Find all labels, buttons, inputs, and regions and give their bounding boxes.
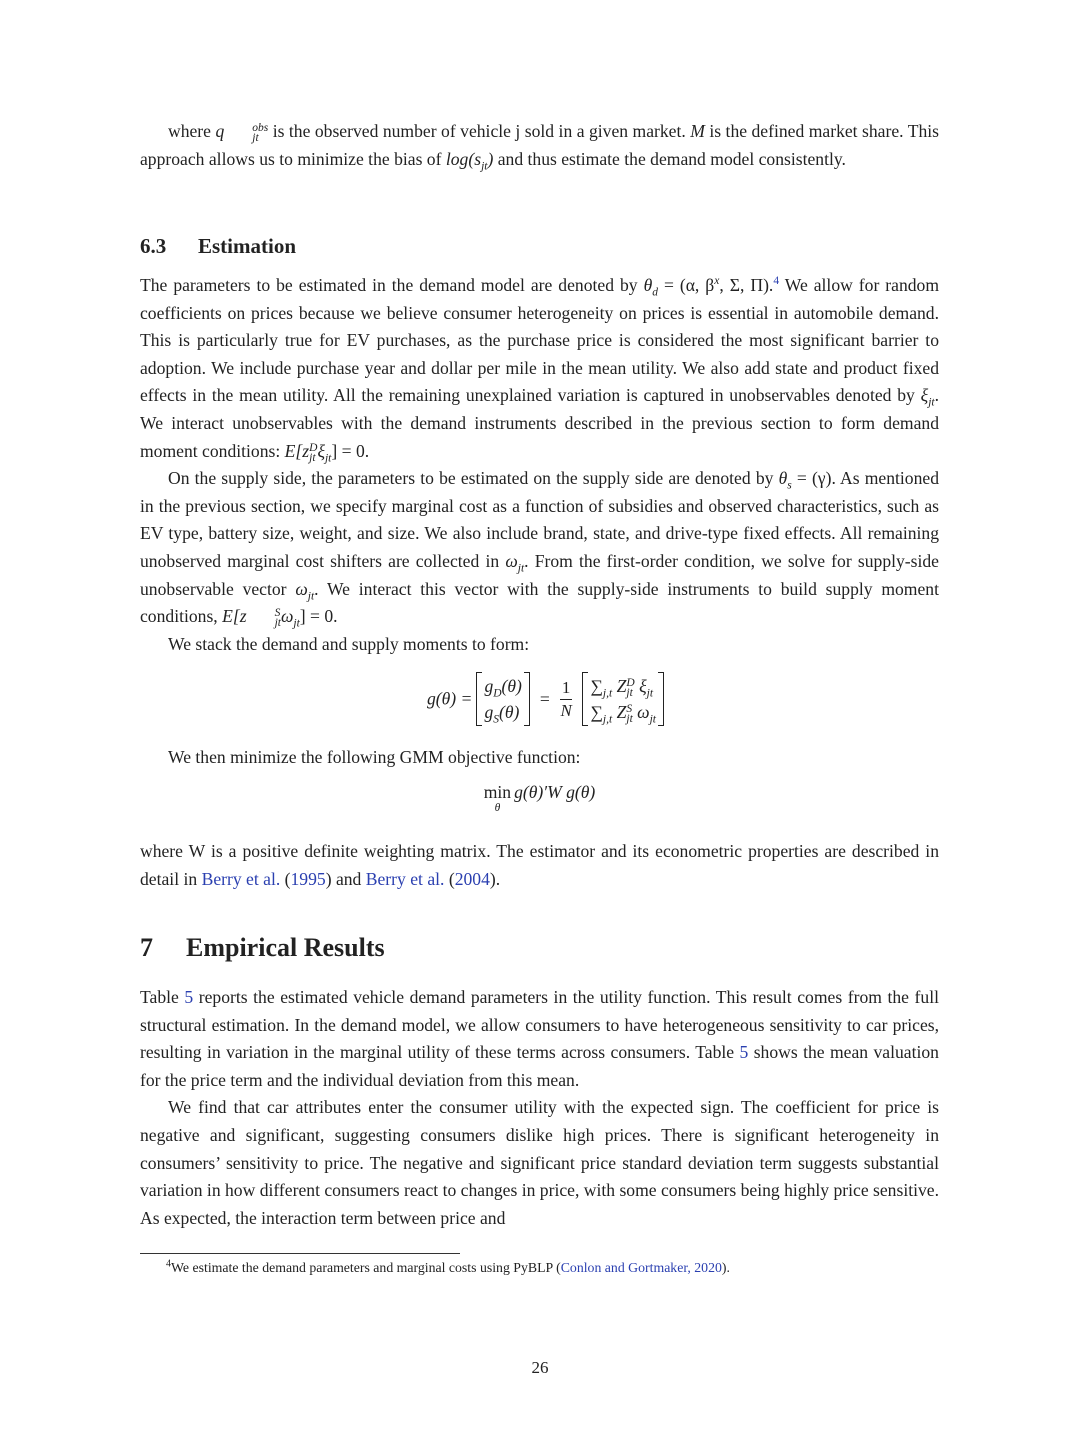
- results-paragraph-1: Table 5 reports the estimated vehicle demand parameters in the utility function. This result comes from the full structural estimation. In the demand model, we allow consumers to have heterogeneous sensitivity to car prices, resulting in variation in the marginal utility of these terms across consumers. Table 5 shows the mean valuation for the price term and the individual deviation from this mean.: [140, 987, 939, 1090]
- demand-text-1: The parameters to be estimated in the demand model are denoted by: [140, 275, 638, 295]
- section-title: Empirical Results: [186, 933, 385, 963]
- market-symbol: M: [690, 121, 705, 141]
- supply-paragraph: [140, 465, 939, 631]
- intro-text-2: is the defined market share. This approach allows us to minimize the bias of: [140, 121, 939, 169]
- page-number: 26: [531, 1358, 549, 1377]
- page-body: [140, 118, 939, 1232]
- minimize-paragraph: We then minimize the following GMM objective function:: [168, 747, 581, 768]
- demand-paragraph: [140, 272, 939, 465]
- g-vector: $g_D(\theta)$ $g_S(\theta)$: [484, 676, 522, 726]
- theta-d-definition: = (α, $\beta^x$, Σ, Π).: [663, 275, 774, 295]
- stack-paragraph: We stack the demand and supply moments to form:: [168, 633, 530, 654]
- omega-symbol-1: $\omega_{jt}$: [505, 550, 525, 575]
- intro-text-3: and thus estimate the demand model consistently.: [497, 148, 846, 169]
- intro-lead: where: [168, 121, 211, 141]
- one-over-n: $\frac{1}{N}$: [560, 677, 572, 720]
- moment-equation: [140, 672, 939, 734]
- theta-s-symbol: $\theta_s$: [778, 468, 792, 492]
- min-operator: min: [483, 781, 512, 802]
- section-title: Estimation: [198, 234, 297, 258]
- citation-berry-1995-author[interactable]: Berry et al.: [201, 868, 281, 889]
- q-obs-symbol: q obs jt: [215, 121, 269, 144]
- supply-text-3: . From the first-order condition, we solve for supply-side unobservable vector: [140, 550, 939, 599]
- right-bracket: [524, 672, 530, 726]
- supply-text-4: . We interact this vector with the supply-side instruments to build supply moment conditions,: [140, 578, 939, 627]
- omega-symbol-2: $\omega_{jt}$: [295, 578, 315, 603]
- footnote-ref-4[interactable]: 4: [773, 275, 780, 288]
- results-paragraph-2: We find that car attributes enter the consumer utility with the expected sign. The coefficient for price is negative and significant, suggesting consumers dislike high prices. There is significant heterogeneity in consumers’ sensitivity to price. The negative and significant price standard deviation term suggests substantial variation in how different consumers react to changes in price, with some consumers being highly price sensitive. As expected, the interaction term between price and: [140, 1097, 939, 1228]
- weighting-paragraph: where W is a positive definite weighting matrix. The estimator and its econometric properties are described in detail in Berry et al. (1995) and Berry et al. (2004).: [140, 840, 939, 889]
- citation-conlon-gortmaker[interactable]: Conlon and Gortmaker, 2020: [560, 1260, 722, 1275]
- log-s-expression: $\log(s_{jt})$: [445, 148, 494, 173]
- intro-text-1: is the observed number of vehicle j sold in a given market.: [272, 121, 686, 141]
- section-6-3-heading: [140, 234, 939, 267]
- supply-moment-condition: E[z S jt $\omega_{jt}] = 0$.: [222, 606, 338, 630]
- right-bracket-2: [658, 672, 664, 726]
- table-ref-5[interactable]: 5: [739, 1042, 749, 1063]
- theta-d-symbol: $\theta_d$: [643, 275, 658, 299]
- supply-text-2: As mentioned in the previous section, we specify marginal cost as a function of subsidies and observed characteristics, such as EV type, battery size, weight, and size. We also include brand, state, and drive-type fixed effects. All remaining unobserved marginal cost shifters are collected in: [140, 468, 940, 571]
- theta-s-definition: = (γ).: [796, 468, 836, 489]
- moment-vector: $\sum_{j,t}$ Z D jt $\xi_{jt}$ $\sum_{j,t}$ Z S jt $\omega_{jt}$: [590, 676, 656, 726]
- min-subscript: θ: [494, 801, 501, 814]
- weighting-text: where W is a positive definite weighting matrix. The estimator and its econometric properties are described in detail in: [140, 840, 939, 889]
- eq-lhs: g(θ) =: [427, 688, 473, 709]
- demand-text-2: We allow for random coefficients on prices because we believe consumer heterogeneity on prices is essential in automobile demand. This is particularly true for EV purchases, as the purchase price is considered the most significant barrier to adoption. We include purchase year and dollar per mile in the mean utility. We also add state and product fixed effects in the mean utility. All the remaining unexplained variation is captured in unobservables denoted by: [140, 275, 940, 406]
- eq-sign: =: [539, 688, 550, 709]
- intro-paragraph: [140, 118, 939, 201]
- section-7-heading: [140, 933, 939, 973]
- footnote-4: $^4$We estimate the demand parameters and marginal costs using PyBLP (Conlon and Gortmaker, 2020).: [166, 1258, 730, 1275]
- table-ref-5[interactable]: 5: [184, 987, 194, 1008]
- citation-berry-1995-year[interactable]: 1995: [290, 868, 326, 889]
- demand-moment-condition: E[z D jt $\xi_{jt}] = 0$.: [284, 440, 370, 465]
- footnote-mark: 4: [166, 1258, 171, 1270]
- demand-text-3: . We interact unobservables with the demand instruments described in the previous section to form demand moment conditions:: [140, 385, 939, 461]
- section-number: 6.3: [140, 234, 167, 258]
- supply-text-1: On the supply side, the parameters to be estimated on the supply side are denoted by: [168, 468, 774, 489]
- citation-berry-2004-author[interactable]: Berry et al.: [365, 868, 445, 889]
- objective-expression: g(θ)′W g(θ): [514, 781, 596, 802]
- xi-symbol: $\xi_{jt}$: [920, 385, 935, 409]
- footnote-rule: [140, 1253, 460, 1254]
- section-number: 7: [140, 933, 153, 963]
- gmm-objective: [140, 781, 939, 828]
- citation-berry-2004-year[interactable]: 2004: [454, 868, 490, 889]
